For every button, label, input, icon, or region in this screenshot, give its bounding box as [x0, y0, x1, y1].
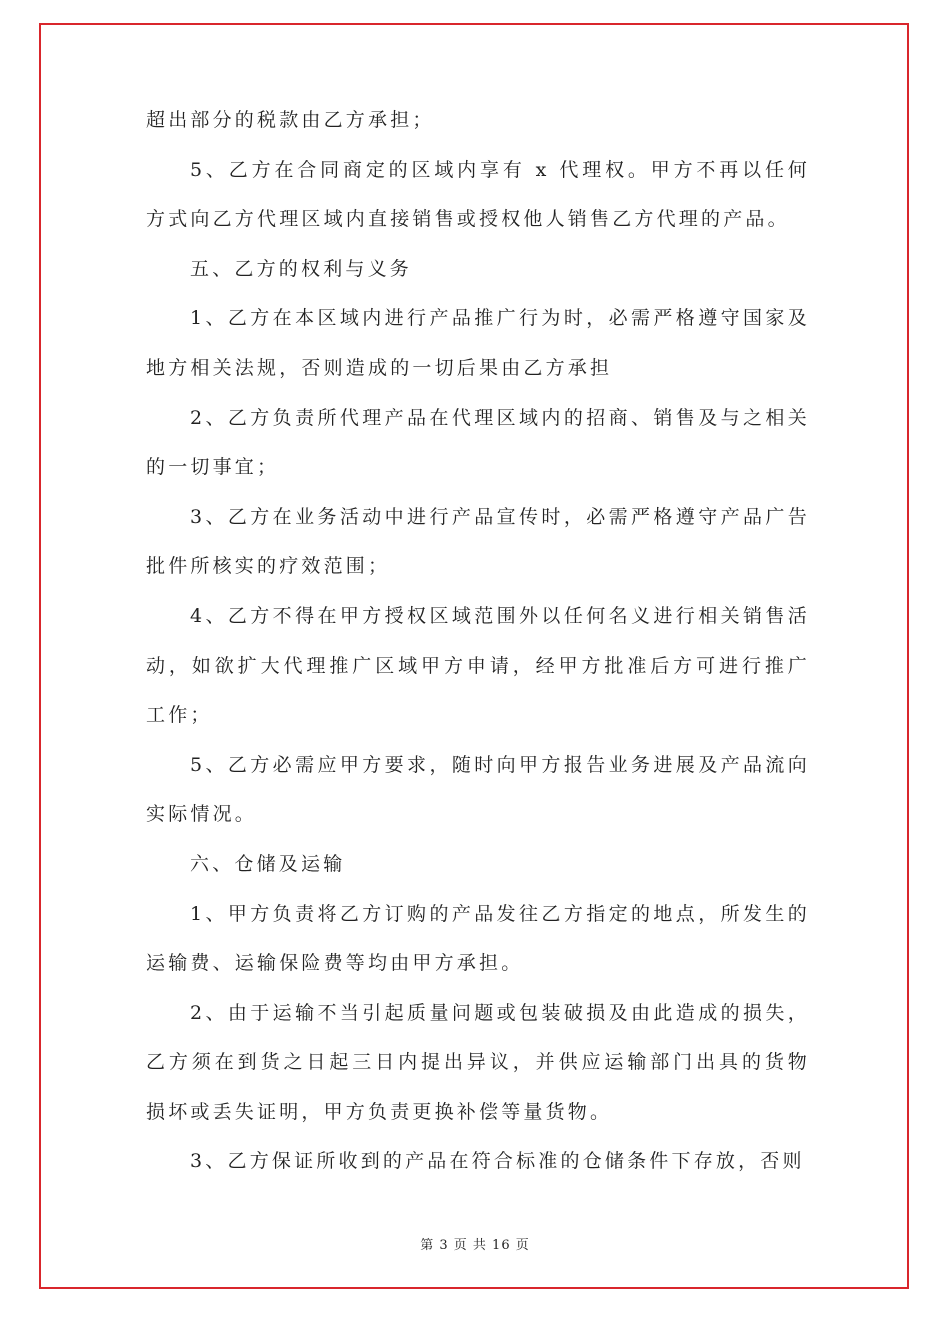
paragraph: 4、乙方不得在甲方授权区域范围外以任何名义进行相关销售活动，如欲扩大代理推广区域甲方申请，经甲方批准后方可进行推广工作； — [146, 604, 810, 727]
paragraph: 1、乙方在本区域内进行产品推广行为时，必需严格遵守国家及地方相关法规，否则造成的一切后果由乙方承担 — [146, 307, 810, 379]
section-heading: 五、乙方的权利与义务 — [190, 257, 413, 280]
paragraph: 2、由于运输不当引起质量问题或包装破损及由此造成的损失，乙方须在到货之日起三日内提出异议，并供应运输部门出具的货物损坏或丢失证明，甲方负责更换补偿等量货物。 — [146, 1001, 810, 1123]
paragraph: 1、甲方负责将乙方订购的产品发往乙方指定的地点，所发生的运输费、运输保险费等均由甲方承担。 — [146, 902, 810, 975]
paragraph: 2、乙方负责所代理产品在代理区域内的招商、销售及与之相关的一切事宜； — [146, 406, 810, 479]
section-heading: 六、仓储及运输 — [190, 852, 346, 875]
paragraph: 5、乙方在合同商定的区域内享有 x 代理权。甲方不再以任何方式向乙方代理区域内直接销售或授权他人销售乙方代理的产品。 — [146, 158, 810, 231]
paragraph: 3、乙方保证所收到的产品在符合标准的仓储条件下存放，否则 — [190, 1150, 805, 1173]
document-body — [146, 96, 810, 1187]
page-number: 第 3 页 共 16 页 — [420, 1238, 530, 1253]
paragraph: 5、乙方必需应甲方要求，随时向甲方报告业务进展及产品流向实际情况。 — [146, 753, 810, 826]
paragraph: 3、乙方在业务活动中进行产品宣传时，必需严格遵守产品广告批件所核实的疗效范围； — [146, 505, 810, 578]
paragraph: 超出部分的税款由乙方承担； — [146, 109, 435, 131]
